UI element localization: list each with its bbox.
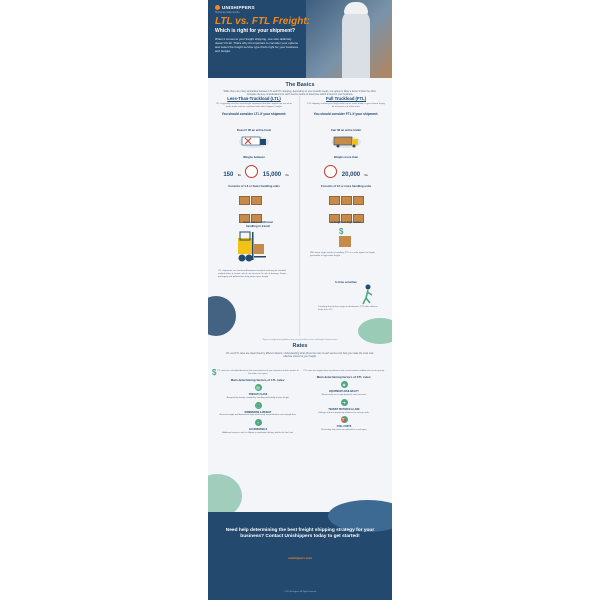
- ltl-column: [210, 96, 298, 116]
- runner-icon: [360, 284, 376, 306]
- ltl-factor-2-name: DIMENSIONS & WEIGHT: [244, 411, 272, 414]
- accessorials-icon: +: [255, 419, 262, 426]
- ltl-factor-1-desc: Assigned by density, stowability, handling and liability of your freight.: [226, 396, 290, 399]
- ltl-fact-3: Consists of 1-6 or fewer handling units: [228, 184, 280, 188]
- ftl-fact-1: Can fill an entire trailer: [330, 128, 362, 132]
- ftl-fact-5-note: Traveling directly from origin to destination, FTL often delivers faster than LTL.: [318, 306, 378, 311]
- ltl-consider: You should consider LTL if your shipment:: [221, 112, 287, 116]
- fragile-box-icon: [336, 227, 354, 249]
- ltl-factor: [216, 402, 300, 418]
- ltl-rates-heading: Main determining factors of LTL rates:: [230, 377, 286, 382]
- page-title: LTL vs. FTL Freight:: [215, 16, 310, 27]
- ftl-rates-intro: FTL rates are largely driven by distance and current market conditions for truck capacity.: [303, 370, 385, 372]
- worker-illustration: [342, 8, 370, 78]
- truck-full-icon: [330, 134, 362, 148]
- ftl-weight-value: 20,000: [341, 172, 361, 178]
- ltl-rates-intro: LTL rates are calculated based on the characteristics of your shipment and the portion of the trailer it occupies.: [217, 370, 299, 375]
- ftl-rates-heading: Main determining factors of FTL rates:: [316, 374, 372, 379]
- forklift-icon: [236, 230, 268, 266]
- ftl-factor-2-name: TRANSIT DISTANCE & LANE: [328, 408, 360, 411]
- footnote: *Figures and general guidelines may vary based on carrier and freight characteristics.: [262, 339, 338, 341]
- ltl-weight-min: 150: [223, 172, 234, 178]
- basics-intro: While there are many similarities between LTL and FTL shipping, depending on your specific needs, one option is likely a better fit than the other. Compare the key considerations for each service below to determine which is best for your business.: [223, 90, 377, 97]
- ftl-description: FTL shipping is when your freight takes up an entire trailer, or you choose to pay for exclusive use of the truck.: [307, 103, 385, 108]
- ftl-factor-1-desc: When trucks are in high demand, rates increase.: [321, 393, 367, 396]
- ltl-fact-1: Doesn't fill an entire truck: [236, 128, 272, 132]
- ltl-weight-unit: lbs: [237, 174, 241, 177]
- ftl-weight: [308, 163, 384, 181]
- logo-mark-icon: [215, 5, 220, 10]
- ftl-consider: You should consider FTL if your shipment:: [313, 112, 379, 116]
- equipment-icon: ◈: [342, 381, 346, 387]
- ltl-description: LTL is typically used for small freight shipments that don't require the use of an entire trailer and are combined with other shippers' freight.: [216, 103, 292, 108]
- ltl-weight-max: 15,000: [262, 172, 282, 178]
- ltl-fact-4: Can endure additional handling in transit: [243, 220, 273, 228]
- column-divider: [299, 96, 300, 336]
- freight-class-icon: ▤: [256, 384, 260, 390]
- ftl-column: [302, 96, 390, 116]
- ltl-fact-2: Weighs between: [243, 155, 265, 159]
- ltl-title: Less-Than-Truckload (LTL): [227, 96, 281, 101]
- scale-dial-icon: [245, 165, 258, 178]
- ltl-factor: [216, 384, 300, 400]
- rates-intro: LTL and FTL rates are determined by different factors. Understanding what drives the cost of each service can help you make the most cost-effective choice for your freight.: [225, 352, 375, 359]
- hero-banner: [208, 0, 392, 78]
- decor-blob-1: [208, 296, 236, 336]
- ltl-factor-1-name: FREIGHT CLASS: [248, 393, 268, 396]
- ftl-fact-3: Consists of 10 or more handling units: [320, 184, 372, 188]
- ftl-factor-3-name: FUEL COSTS: [336, 426, 352, 429]
- svg-text:$: $: [339, 227, 344, 236]
- ftl-factor-1-name: EQUIPMENT AVAILABILITY: [329, 390, 359, 393]
- ltl-weight-unit-2: lbs: [285, 174, 289, 177]
- ltl-rates: [216, 370, 300, 435]
- dimensions-icon: ⬚: [256, 402, 260, 408]
- hero-body: When it comes to your freight shipping, one size definitely doesn't fit all. That's why it's important to consider your options and select the freight service type that's right for your business and budget.: [215, 37, 298, 53]
- page-subtitle: Which is right for your shipment?: [215, 28, 295, 34]
- dollar-icon: $: [212, 368, 217, 377]
- brand-logo[interactable]: [215, 5, 255, 10]
- ftl-factor-2-desc: Mileage and lane popularity influence the cost per mile.: [318, 411, 370, 414]
- ftl-factor: [302, 399, 386, 415]
- ftl-factor: [302, 416, 386, 432]
- ftl-title: Full Truckload (FTL): [325, 96, 366, 101]
- rates-heading: Rates: [292, 343, 308, 349]
- ftl-fact-4-note: With fewer stops and less handling, FTL is a safer option for fragile, perishable or high-value freight.: [310, 252, 376, 257]
- brand-name: UNISHIPPERS: [222, 5, 255, 10]
- infographic: [208, 0, 392, 600]
- ftl-rates: [302, 370, 386, 432]
- ltl-factor-2-desc: Accurate weight and dimensions help avoid costly reclassification and reweigh fees.: [219, 414, 297, 417]
- distance-icon: ➜: [342, 399, 346, 405]
- basics-heading: The Basics: [285, 82, 315, 88]
- ltl-factor-3-name: ACCESSORIALS: [248, 429, 268, 432]
- ltl-note: LTL shipments are transferred between terminals and may be handled multiple times in transit, which can increase the risk of damage. Proper packaging and palletization help protect your freight.: [218, 270, 287, 278]
- ftl-fact-5: Is time sensitive: [335, 280, 357, 284]
- ltl-factor: [216, 419, 300, 435]
- ftl-factor-3-desc: Fluctuating fuel prices are reflected in surcharges.: [321, 429, 367, 432]
- cta-text: Need help determining the best freight shipping strategy for your business? Contact Unishippers today to get started!: [225, 528, 375, 540]
- fuel-icon: ⛽: [341, 417, 347, 423]
- ltl-factor-3-desc: Additional services such as liftgate or residential delivery add to the final cost.: [222, 432, 294, 435]
- cta-link[interactable]: unishippers.com: [287, 556, 312, 560]
- copyright: © 2020 Unishippers. All Rights Reserved.: [283, 591, 317, 593]
- ftl-weight-unit: lbs: [364, 174, 368, 177]
- brand-tagline: Shipping made simple: [215, 11, 240, 14]
- ftl-factor: [302, 381, 386, 397]
- ftl-fact-4: Is fragile or high-value: [331, 220, 361, 224]
- scale-dial-icon-2: [324, 165, 337, 178]
- truck-partial-icon: [238, 134, 270, 148]
- ftl-fact-2: Weighs more than: [333, 155, 359, 159]
- hard-hat-icon: [344, 2, 368, 14]
- ltl-weight-range: [218, 163, 294, 181]
